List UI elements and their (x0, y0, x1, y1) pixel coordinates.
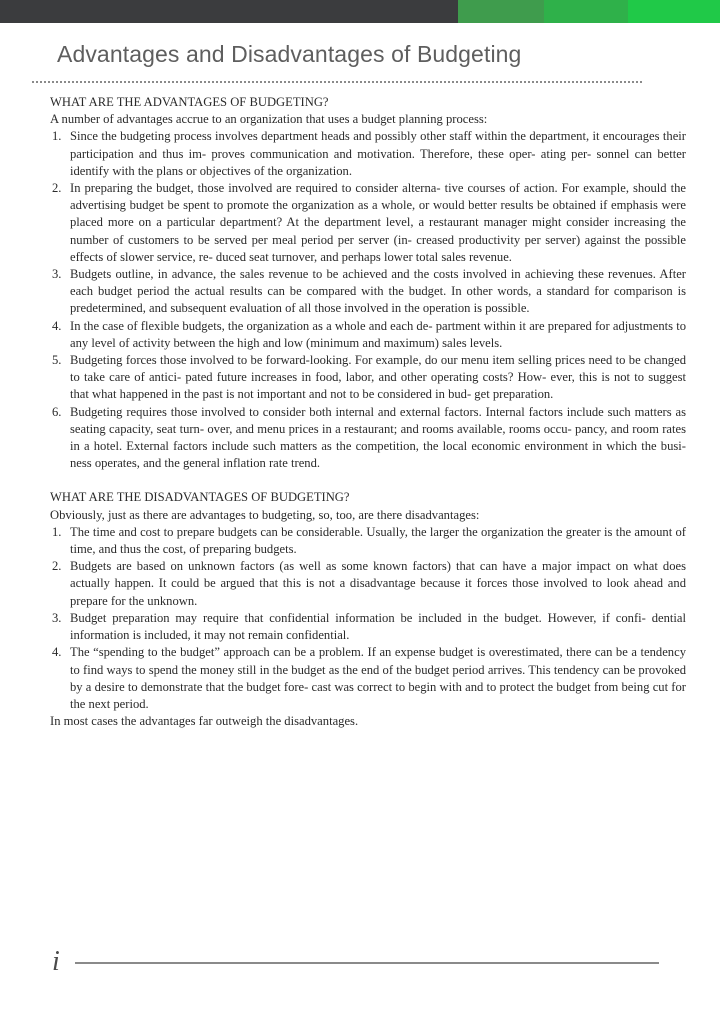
list-item-text: In the case of flexible budgets, the organization as a whole and each de- partment within it are prepared for adjustments to any level of activity between the high and low (minimum and maximum) sales levels. (70, 318, 686, 350)
list-item-number: 1. (52, 524, 62, 539)
disadvantages-heading: WHAT ARE THE DISADVANTAGES OF BUDGETING? (50, 490, 350, 505)
list-item (50, 644, 686, 713)
list-item-text: In preparing the budget, those involved are required to consider alterna- tive courses of action. For example, should the advertising budget be spent to promote the organization as a whole, or would better results be obtained if emphasis were placed more on a particular department? At the department level, a restaurant manager might consider increasing the number of customers to be served per meal period per server (in- creased productivity per server) against the possible effects of slower service, re- duced seat turnover, and perhaps lower total sales revenue. (70, 181, 686, 264)
list-item (50, 558, 686, 610)
list-item-number: 5. (52, 353, 62, 368)
disadvantages-intro: Obviously, just as there are advantages to budgeting, so, too, are there disadvantages: (50, 507, 480, 522)
list-item-text: The “spending to the budget” approach can be a problem. If an expense budget is overestimated, there can be a tendency to find ways to spend the money still in the budget as the end of the budget period arrives. This tendency can be provoked by a desire to demonstrate that the budget fore- cast was correct to begin with and to protect the budget from being cut for the next period. (70, 645, 686, 711)
list-item (50, 352, 686, 404)
list-item-number: 2. (52, 559, 62, 574)
list-item (50, 180, 686, 266)
page-title: Advantages and Disadvantages of Budgeting (57, 41, 522, 67)
list-item-text: Budgets are based on unknown factors (as well as some known factors) that can have a major impact on what does actually happen. It could be argued that this is not a disadvantage because it forces those involved to look ahead and prepare for the unknown. (70, 559, 686, 608)
closing-statement: In most cases the advantages far outweigh the disadvantages. (50, 714, 359, 729)
list-item-text: The time and cost to prepare budgets can be considerable. Usually, the larger the organization the greater is the amount of time, and thus the cost, of preparing budgets. (70, 524, 686, 557)
list-item (50, 128, 686, 180)
footer-page-mark: i (52, 946, 60, 977)
advantages-list (50, 128, 686, 472)
advantages-heading: WHAT ARE THE ADVANTAGES OF BUDGETING? (50, 95, 329, 109)
top-bar-green-segment-3 (628, 0, 720, 23)
list-item-number: 3. (52, 610, 62, 625)
disadvantages-list (50, 524, 686, 713)
top-color-bar (0, 0, 720, 23)
list-item-number: 1. (52, 129, 62, 144)
top-bar-dark-segment (0, 0, 458, 23)
list-item-number: 4. (52, 645, 62, 660)
advantages-section (50, 94, 686, 472)
document-body (50, 94, 686, 730)
list-item-text: Since the budgeting process involves department heads and possibly other staff within the department, it encourages their participation and thus im- proves communication and motivation. Therefore, these oper- ating per- sonnel can better identify with the plans or objectives of the organization. (70, 129, 686, 178)
top-bar-green-segment-2 (544, 0, 628, 23)
top-bar-green-segment-1 (458, 0, 544, 23)
list-item (50, 524, 686, 558)
list-item-text: Budgeting requires those involved to consider both internal and external factors. Internal factors include such matters as seating capacity, seat turn- over, and menu prices in a restaurant; and rooms available, rooms occu- pancy, and room rates in a hotel. External factors include such matters as the competition, the local economic environment in which the busi- ness operates, and the general inflation rate trend. (70, 404, 686, 471)
list-item-number: 6. (52, 404, 62, 419)
list-item-text: Budgeting forces those involved to be forward-looking. For example, do our menu item selling prices need to be changed to take care of antici- pated future increases in food, labor, and other operating costs? How- ever, this is not to suggest that what happened in the past is not important and not to be considered in bud- get preparation. (70, 353, 686, 402)
disadvantages-section (50, 489, 686, 730)
list-item-number: 3. (52, 267, 62, 282)
list-item (50, 318, 686, 352)
list-item-text: Budget preparation may require that confidential information be included in the budget. However, if confi- dential information is included, it may not remain confidential. (70, 610, 686, 643)
list-item-number: 2. (52, 181, 62, 196)
footer-divider (75, 962, 659, 964)
list-item (50, 610, 686, 644)
list-item (50, 266, 686, 318)
advantages-intro: A number of advantages accrue to an organization that uses a budget planning process: (50, 112, 488, 127)
title-dotted-divider (32, 81, 642, 83)
list-item (50, 404, 686, 473)
list-item-text: Budgets outline, in advance, the sales revenue to be achieved and the costs involved in achieving these revenues. After each budget period the actual results can be compared with the budget. In other words, a standard for comparison is predetermined, and subsequent evaluation of all those involved in the operation is possible. (70, 267, 686, 316)
list-item-number: 4. (52, 318, 62, 333)
